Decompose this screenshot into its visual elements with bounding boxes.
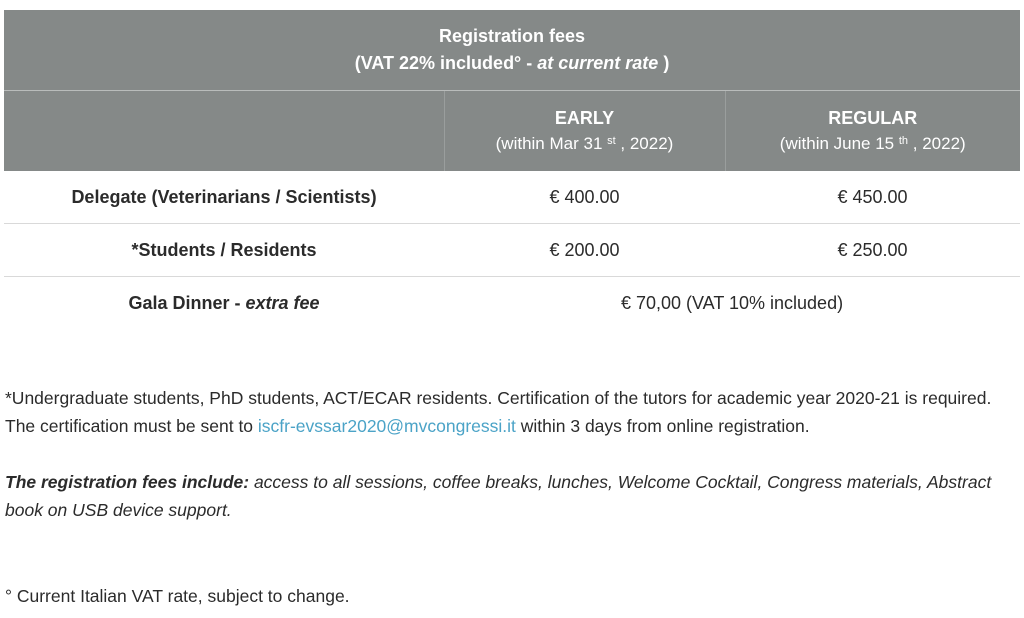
students-note-text: *Undergraduate students, PhD students, ACT/ECAR residents. Certification of the tutors for academic year 2020-21 is required. The certification must be sent to [5, 388, 992, 436]
gala-label-emphasis: extra fee [245, 292, 320, 313]
date-sup: th [898, 135, 909, 147]
gala-dinner-row [4, 277, 1020, 330]
early-price: € 200.00 [444, 224, 725, 277]
fees-include-label: The registration fees include: [5, 472, 250, 492]
table-title-row [4, 10, 1020, 91]
column-header-row [4, 91, 1020, 172]
email-link[interactable]: iscfr-evssar2020@mvcongressi.it [257, 416, 516, 436]
row-label: Delegate (Veterinarians / Scientists) [4, 171, 444, 224]
fees-include-text: access to all sessions, coffee breaks, lunches, Welcome Cocktail, Congress materials, Abstract book on USB device support. [5, 472, 992, 520]
date-prefix: (within June 15 [779, 134, 899, 153]
column-header-empty [4, 91, 444, 172]
subtitle-suffix: ) [658, 53, 670, 73]
fees-include-note [5, 468, 1020, 524]
table-title [4, 10, 1020, 91]
gala-label-text: Gala Dinner - [128, 292, 246, 313]
table-row [4, 171, 1020, 224]
column-label-regular: REGULAR [828, 108, 918, 128]
column-date-early [445, 131, 725, 157]
gala-dinner-price: € 70,00 (VAT 10% included) [620, 292, 844, 313]
date-suffix: , 2022) [615, 134, 674, 153]
students-note-suffix: within 3 days from online registration. [515, 416, 810, 436]
row-label: *Students / Residents [4, 224, 444, 277]
notes-section [5, 384, 1020, 524]
regular-price: € 250.00 [725, 224, 1020, 277]
regular-price: € 450.00 [725, 171, 1020, 224]
column-header-early [444, 91, 725, 172]
column-header-regular [725, 91, 1020, 172]
table-row [4, 224, 1020, 277]
column-label-early: EARLY [554, 108, 615, 128]
registration-fees-table [4, 10, 1020, 329]
early-price: € 400.00 [444, 171, 725, 224]
subtitle-emphasis: at current rate [537, 53, 659, 73]
students-note [5, 384, 1020, 440]
date-prefix: (within Mar 31 [495, 134, 608, 153]
date-sup: st [607, 135, 616, 147]
date-suffix: , 2022) [908, 134, 966, 153]
gala-dinner-label [4, 277, 444, 330]
table-title-text: Registration fees [438, 26, 586, 46]
column-date-regular [726, 131, 1021, 157]
subtitle-text: (VAT 22% included° - [354, 53, 538, 73]
table-subtitle [4, 50, 1020, 77]
vat-footnote: ° Current Italian VAT rate, subject to change. [5, 586, 350, 606]
